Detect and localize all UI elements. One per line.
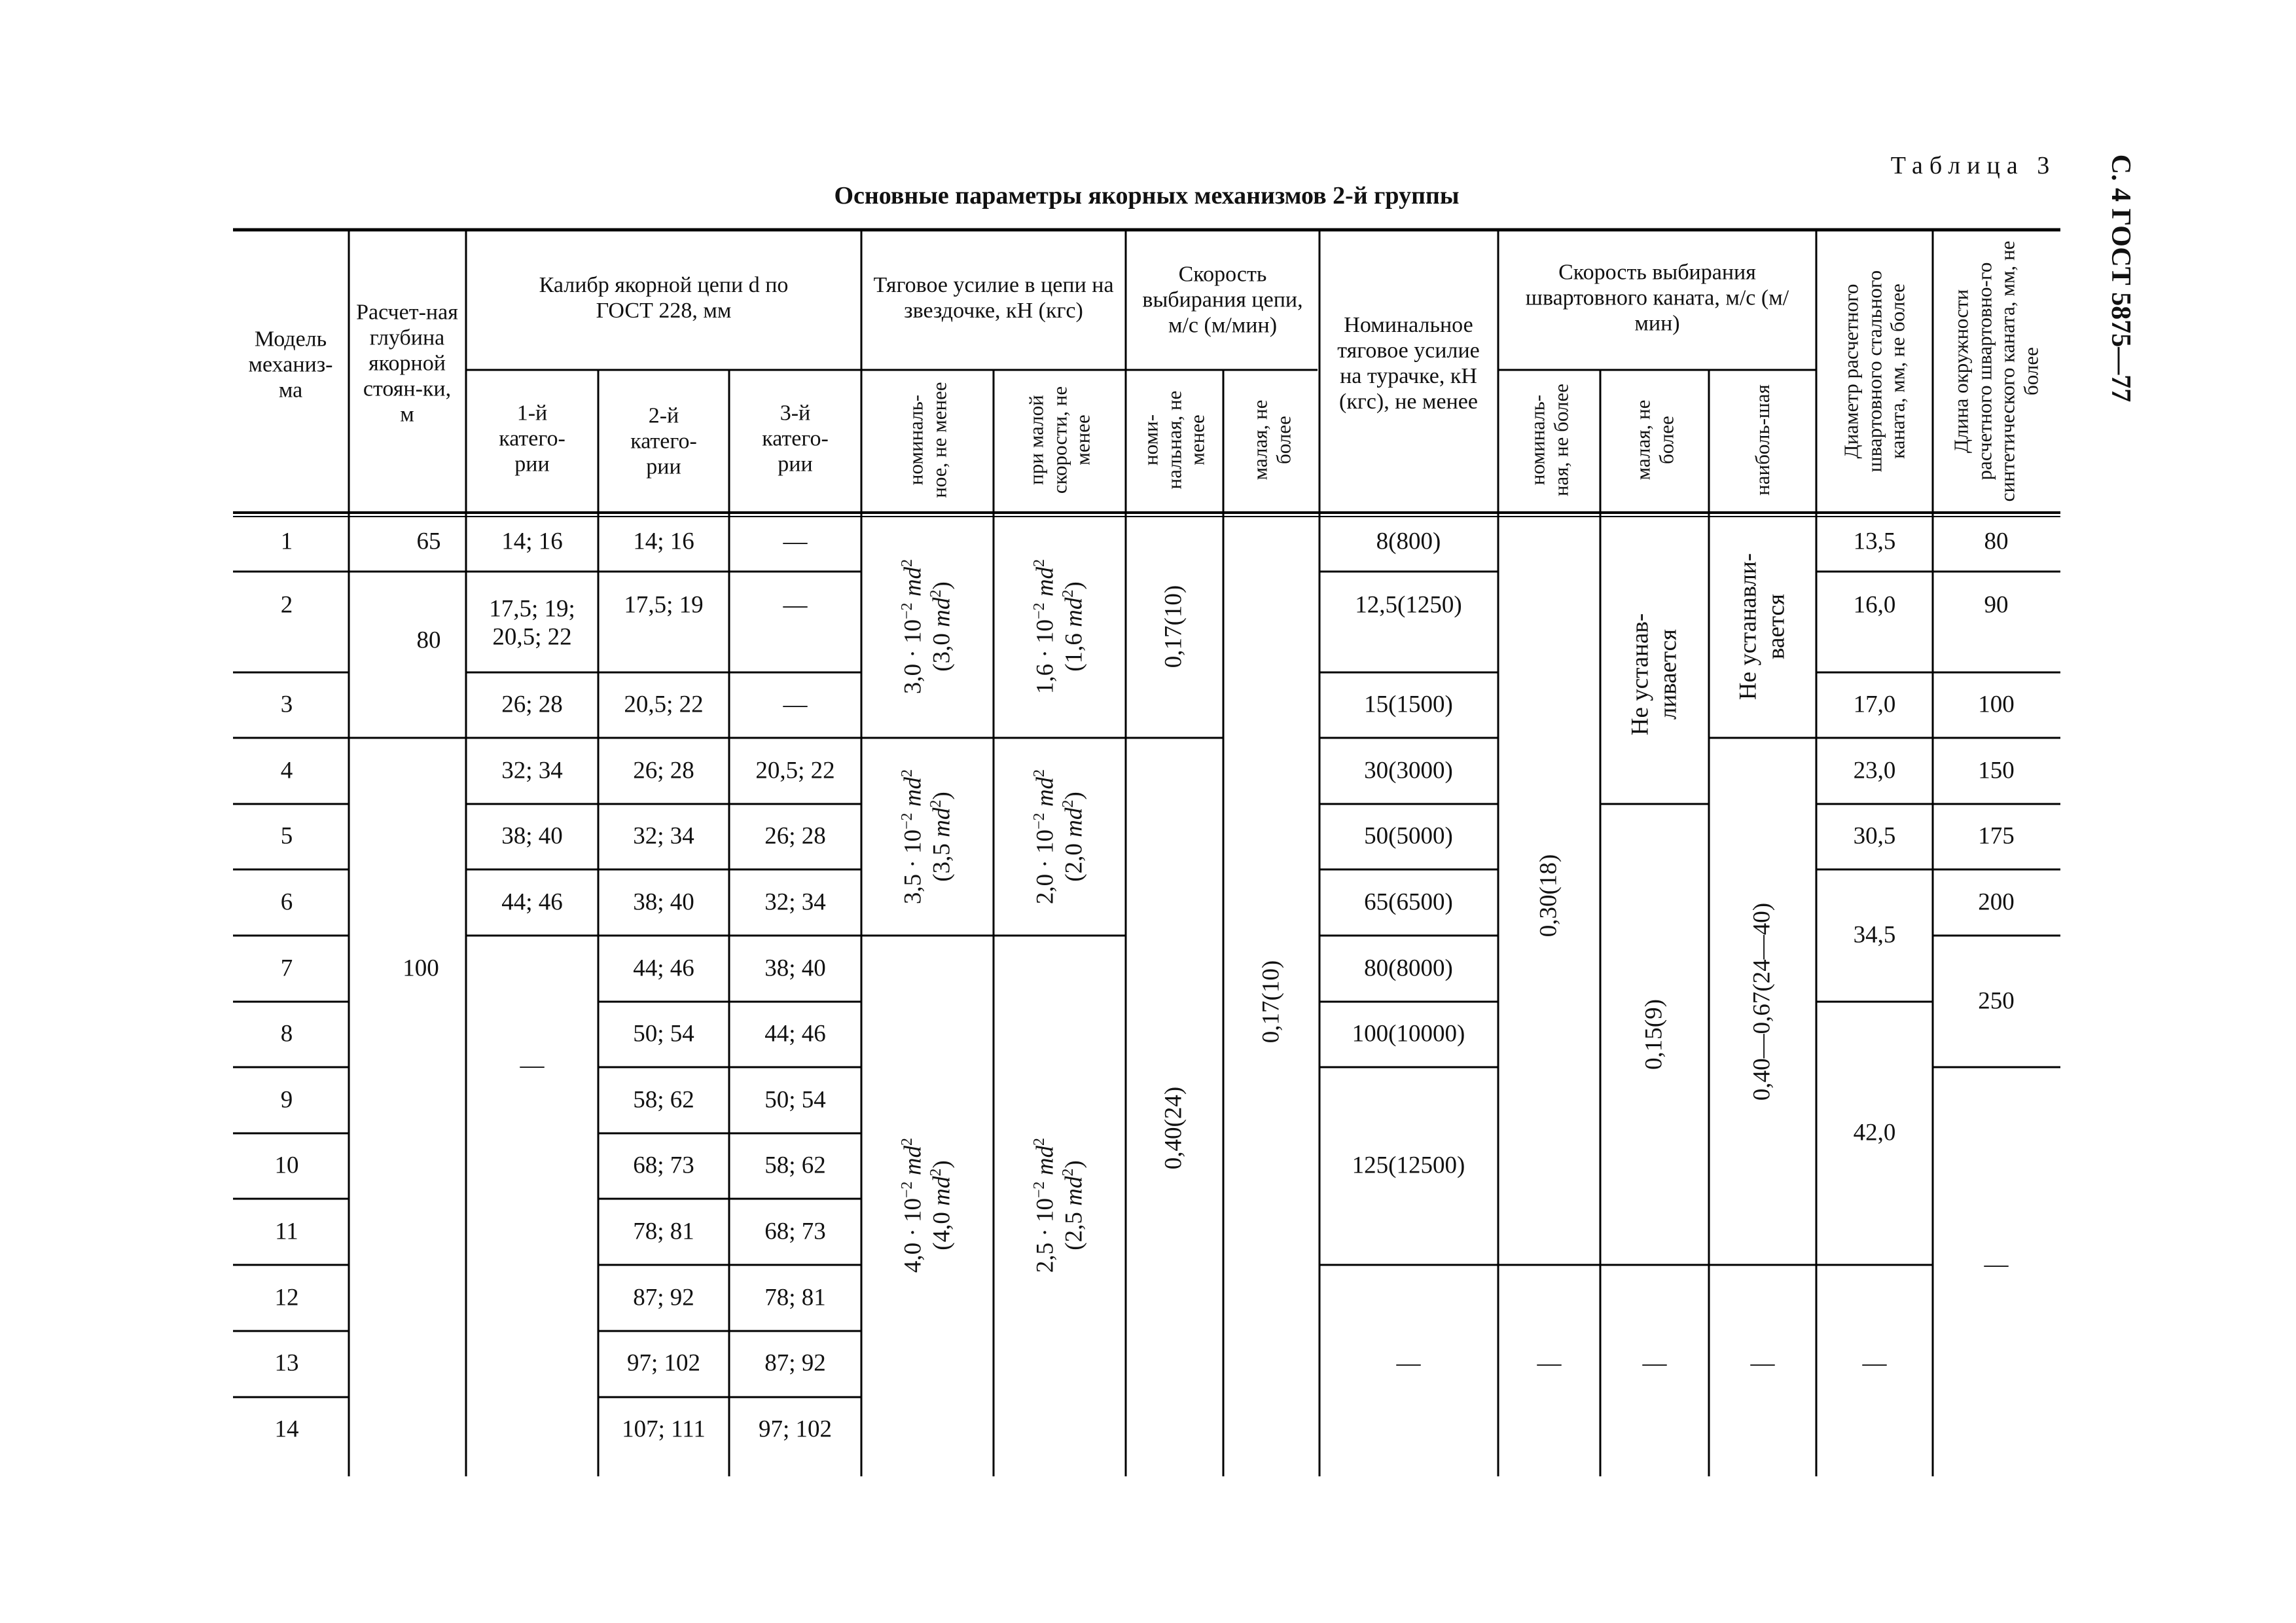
cat2-cell: 20,5; 22 [624,691,704,718]
header-depth: Расчет-ная глубина якорной стоян-ки, м [356,300,458,427]
steel-cell: 34,5 [1853,921,1896,949]
cat2-cell: 107; 111 [622,1415,706,1443]
synthetic-cell: 175 [1978,822,2015,850]
pull-nominal-7-14: $4,0 \cdot 10^{-2}$ $md^2$ (4,0 $md^2$) [899,1137,956,1273]
model-cell: 8 [280,1020,293,1048]
rope-max-4-11: 0,40—0,67(24—40) [1748,902,1776,1101]
model-cell: 9 [280,1086,293,1114]
steel-cell: — [1862,1349,1887,1377]
cat1-cell: 44; 46 [501,888,563,916]
cat1-cell: 32; 34 [501,757,563,784]
cat2-cell: 32; 34 [633,822,694,850]
side-header: С. 4 ГОСТ 5875—77 [2106,154,2136,403]
model-cell: 7 [280,955,293,982]
model-cell: 13 [274,1349,299,1377]
cat3-cell: 26; 28 [764,822,826,850]
cat2-cell: 68; 73 [633,1152,694,1179]
cat2-cell: 50; 54 [633,1020,694,1048]
cat3-cell: 38; 40 [764,955,826,982]
capstan-cell: 100(10000) [1352,1020,1465,1048]
capstan-cell: 8(800) [1376,528,1441,555]
cat2-cell: 17,5; 19 [624,591,704,619]
cat3-cell: — [783,591,808,619]
table-title: Основные параметры якорных механизмов 2-й группы [834,182,1460,210]
rope-low-5-11: 0,15(9) [1640,999,1668,1070]
header-pull-lowspeed: при малой скорости, не менее [1024,386,1094,494]
header-cat1: 1-й катего-рии [499,401,565,477]
header-caliber-group: Калибр якорной цепи d по ГОСТ 228, мм [539,272,789,323]
model-cell: 4 [280,757,293,784]
rope-nominal-1-11: 0,30(18) [1535,854,1562,938]
pull-lowspeed-4-6: $2,0 \cdot 10^{-2}$ $md^2$ (2,0 $md^2$) [1031,769,1088,905]
steel-cell: 16,0 [1853,591,1896,619]
pull-lowspeed-7-14: $2,5 \cdot 10^{-2}$ $md^2$ (2,5 $md^2$) [1031,1137,1088,1273]
cat2-cell: 14; 16 [633,528,694,555]
capstan-cell: — [1396,1349,1421,1377]
cat2-cell: 58; 62 [633,1086,694,1114]
synthetic-cell: 200 [1978,888,2015,916]
header-cat2: 2-й катего-рии [630,403,697,479]
model-cell: 10 [274,1152,299,1179]
cat2-cell: 97; 102 [626,1349,701,1377]
pull-nominal-4-6: $3,5 \cdot 10^{-2}$ $md^2$ (3,5 $md^2$) [899,769,956,905]
rope-low-12-14: — [1642,1349,1667,1377]
cat3-cell: 78; 81 [764,1284,826,1311]
header-speed-nominal: номи-нальная, не менее [1139,390,1209,490]
cat1-cell: 14; 16 [501,528,563,555]
synthetic-cell: 90 [1984,591,2009,619]
cat2-cell: 26; 28 [633,757,694,784]
cat3-cell: 44; 46 [764,1020,826,1048]
steel-cell: 13,5 [1853,528,1896,555]
capstan-cell: 30(3000) [1364,757,1453,784]
depth-cell: 100 [403,955,439,982]
model-cell: 2 [280,591,293,619]
synthetic-cell: 150 [1978,757,2015,784]
cat1-cell: 26; 28 [501,691,563,718]
rope-nominal-12-14: — [1537,1349,1562,1377]
header-speed-low: малая, не более [1248,399,1295,481]
synthetic-cell: — [1984,1250,2009,1278]
cat1-cell: 17,5; 19; 20,5; 22 [489,595,575,650]
synthetic-cell: 100 [1978,691,2015,718]
header-cat3: 3-й катего-рии [762,401,829,477]
speed-nominal-4-14: 0,40(24) [1160,1086,1187,1170]
header-steel-diameter: Диаметр расчетного швартовного стального каната, мм, не более [1839,270,1909,473]
capstan-cell: 15(1500) [1364,691,1453,718]
cat2-cell: 44; 46 [633,955,694,982]
cat3-cell: 50; 54 [764,1086,826,1114]
model-cell: 5 [280,822,293,850]
rope-max-1-3: Не устанавли-вается [1734,553,1789,701]
depth-cell: 65 [416,528,441,555]
cat2-cell: 78; 81 [633,1218,694,1245]
capstan-cell: 125(12500) [1352,1152,1465,1179]
steel-cell: 42,0 [1853,1119,1896,1146]
header-pull-group: Тяговое усилие в цепи на звездочке, кН (кгс) [873,272,1114,323]
synthetic-cell: 250 [1978,987,2015,1015]
cat3-cell: 32; 34 [764,888,826,916]
capstan-cell: 80(8000) [1364,955,1453,982]
model-cell: 1 [280,528,293,555]
model-cell: 11 [275,1218,298,1245]
depth-cell: 80 [416,627,441,654]
steel-cell: 17,0 [1853,691,1896,718]
model-cell: 3 [280,691,293,718]
cat3-cell: 58; 62 [764,1152,826,1179]
cat2-cell: 38; 40 [633,888,694,916]
steel-cell: 30,5 [1853,822,1896,850]
header-rope-max: наиболь-шая [1751,384,1774,496]
table-label: Таблица 3 [1890,152,2056,180]
header-capstan-pull: Номинальное тяговое усилие на турачке, кН (кгс), не менее [1337,312,1480,414]
pull-nominal-1-3: $3,0 \cdot 10^{-2}$ $md^2$ (3,0 $md^2$) [899,558,956,695]
steel-cell: 23,0 [1853,757,1896,784]
model-cell: 12 [274,1284,299,1311]
cat3-cell: 97; 102 [758,1415,833,1443]
speed-low-1-14: 0,17(10) [1257,960,1285,1044]
cat3-cell: — [783,528,808,555]
cat3-cell: 68; 73 [764,1218,826,1245]
cat2-cell: 87; 92 [633,1284,694,1311]
cat1-cell: — [520,1051,545,1079]
header-speed-group: Скорость выбирания цепи, м/с (м/мин) [1142,262,1303,338]
synthetic-cell: 80 [1984,528,2009,555]
model-cell: 6 [280,888,293,916]
cat1-cell: 38; 40 [501,822,563,850]
header-model: Модель механиз-ма [248,327,333,403]
speed-nominal-1-3: 0,17(10) [1160,585,1187,668]
cat3-cell: 20,5; 22 [755,757,835,784]
header-rope-nominal: номиналь-ная, не более [1526,383,1572,497]
pull-lowspeed-1-3: $1,6 \cdot 10^{-2}$ $md^2$ (1,6 $md^2$) [1031,558,1088,695]
cat3-cell: 87; 92 [764,1349,826,1377]
header-rope-speed-group: Скорость выбирания швартовного каната, м/с (м/мин) [1525,260,1789,336]
header-rope-low: малая, не более [1631,399,1677,481]
rope-max-12-14: — [1750,1349,1775,1377]
capstan-cell: 65(6500) [1364,888,1453,916]
header-pull-nominal: номиналь-ное, не менее [904,382,950,498]
rope-low-1-4: Не устанав-ливается [1626,613,1681,736]
model-cell: 14 [274,1415,299,1443]
cat3-cell: — [783,691,808,718]
header-synthetic-circ: Длина окружности расчетного швартовно-го синтетического каната, мм, не более [1949,240,2043,502]
capstan-cell: 12,5(1250) [1355,591,1462,619]
capstan-cell: 50(5000) [1364,822,1453,850]
